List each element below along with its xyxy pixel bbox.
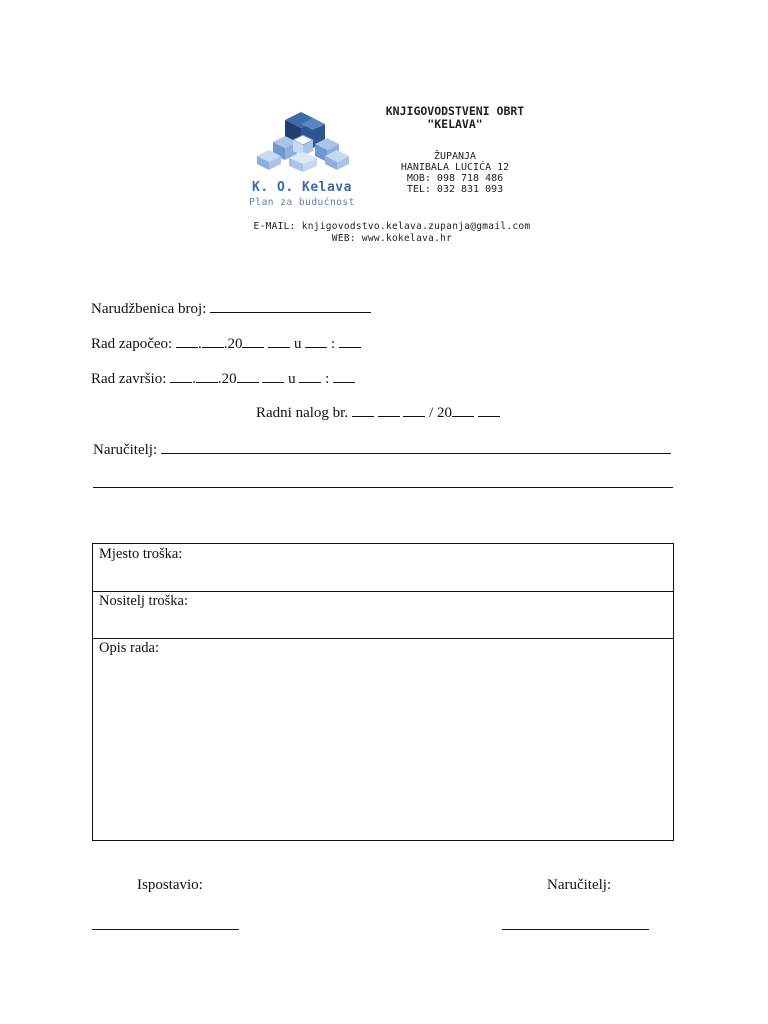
- issued-by-label: Ispostavio:: [137, 877, 203, 893]
- work-description-label: Opis rada:: [99, 640, 159, 656]
- cost-bearer-label: Nositelj troška:: [99, 593, 189, 609]
- work-finished-label: Rad završio:: [91, 371, 167, 387]
- company-logo-icon: [255, 112, 351, 180]
- start-minute-blank[interactable]: [339, 334, 361, 348]
- cost-bearer-cell[interactable]: [93, 591, 673, 639]
- start-year-blank[interactable]: [242, 334, 264, 348]
- work-started-row: Rad započeo: . .20 u :: [91, 334, 361, 353]
- start-time-at: u: [293, 336, 302, 352]
- work-order-year-prefix: / 20: [429, 405, 452, 421]
- end-year-blank[interactable]: [237, 369, 259, 383]
- cost-place-cell[interactable]: [93, 544, 673, 592]
- end-year-blank-2[interactable]: [262, 369, 284, 383]
- client-label: Naručitelj:: [93, 442, 158, 458]
- work-started-label: Rad započeo:: [91, 336, 173, 352]
- start-year-blank-2[interactable]: [268, 334, 290, 348]
- work-description-cell[interactable]: [93, 638, 673, 840]
- end-month-blank[interactable]: [196, 369, 218, 383]
- end-time-at: u: [288, 371, 296, 387]
- client-blank[interactable]: [161, 440, 671, 454]
- work-order-year-blank[interactable]: [452, 403, 474, 417]
- company-city: ŽUPANJA: [433, 151, 477, 162]
- work-order-label: Radni nalog br.: [256, 405, 349, 421]
- work-order-blank-2[interactable]: [378, 403, 400, 417]
- end-time-sep: :: [325, 371, 330, 387]
- order-number-row: [91, 299, 371, 318]
- end-hour-blank[interactable]: [299, 369, 321, 383]
- logo-name: K. O. Kelava: [252, 180, 352, 195]
- start-hour-blank[interactable]: [305, 334, 327, 348]
- client-signature-line[interactable]: [502, 928, 649, 930]
- client-row: [93, 440, 671, 459]
- company-email: E-MAIL: knjigovodstvo.kelava.zupanja@gmail.com: [253, 221, 531, 232]
- company-name-line-1: KNJIGOVODSTVENI OBRT: [385, 104, 525, 118]
- work-finished-row: Rad završio: . .20 u :: [91, 369, 355, 388]
- start-time-sep: :: [330, 336, 336, 352]
- start-year-prefix: .20: [223, 336, 243, 352]
- issued-by-signature-line[interactable]: [92, 928, 239, 930]
- work-order-row: [256, 403, 500, 422]
- client-blank-2[interactable]: [93, 474, 673, 488]
- order-number-blank[interactable]: [210, 299, 371, 313]
- logo-tagline: Plan za budućnost: [249, 197, 355, 208]
- company-mobile: MOB: 098 718 486: [406, 173, 504, 184]
- work-order-year-blank-2[interactable]: [478, 403, 500, 417]
- work-order-blank-1[interactable]: [352, 403, 374, 417]
- cost-place-label: Mjesto troška:: [99, 546, 183, 562]
- company-name-line-2: "KELAVA": [427, 117, 483, 131]
- client-row-2: [93, 474, 673, 493]
- work-order-blank-3[interactable]: [403, 403, 425, 417]
- company-street: HANIBALA LUCIĆA 12: [400, 162, 510, 173]
- company-website: WEB: www.kokelava.hr: [331, 233, 453, 244]
- end-minute-blank[interactable]: [333, 369, 355, 383]
- order-number-label: Narudžbenica broj:: [91, 301, 207, 317]
- cost-table: [92, 543, 674, 841]
- company-phone: TEL: 032 831 093: [406, 184, 504, 195]
- client-signature-label: Naručitelj:: [547, 877, 612, 893]
- start-day-blank[interactable]: [176, 334, 198, 348]
- start-month-blank[interactable]: [202, 334, 224, 348]
- end-day-blank[interactable]: [170, 369, 192, 383]
- end-year-prefix: .20: [217, 371, 237, 387]
